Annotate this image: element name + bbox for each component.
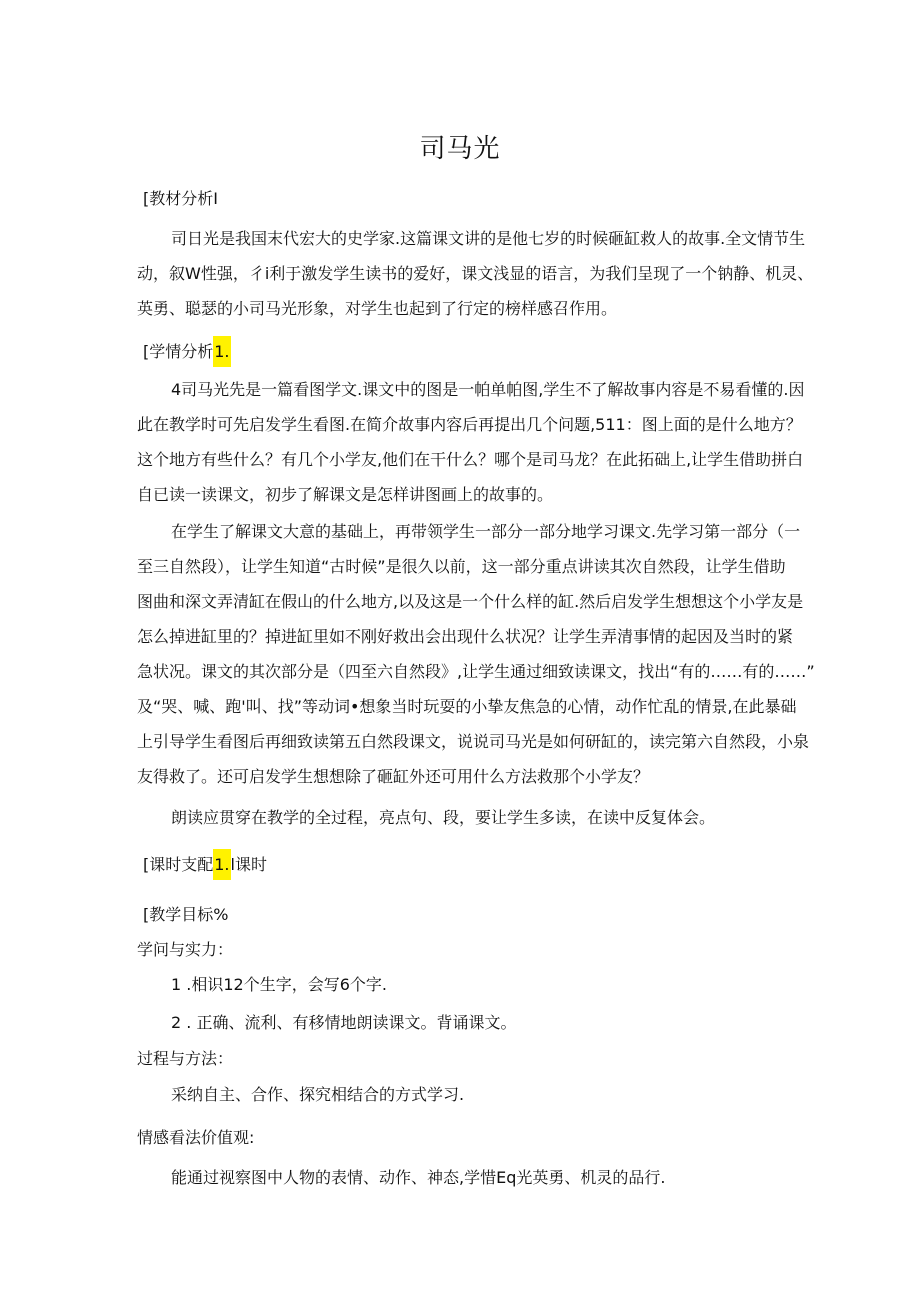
section-heading-goals: [教学目标% <box>143 905 229 924</box>
emotion-label: 情感看法价值观: <box>137 1128 255 1147</box>
material-line-2: 动，叙W性强，彳i利于激发学生读书的爱好，课文浅显的语言，为我们呈现了一个钠静、机灵、 <box>137 264 814 283</box>
students-p1-line-2: 此在教学时可先启发学生看图.在简介故事内容后再提出几个问题,511：图上面的是什么地方？ <box>137 415 802 434</box>
process-label: 过程与方法： <box>137 1049 234 1068</box>
students-p2-line-3: 图曲和深文弄清缸在假山的什么地方,以及这是一个什么样的缸.然后启发学生想想这个小学友是 <box>137 592 804 611</box>
students-p2-line-6: 及“哭、喊、跑'叫、找”等动词•想象当时玩耍的小挚友焦急的心情，动作忙乱的情景,在此暴础 <box>137 697 797 716</box>
students-p3: 朗读应贯穿在教学的全过程，亮点句、段，要让学生多读，在读中反复体会。 <box>171 808 716 827</box>
material-line-3: 英勇、聪瑟的小司马光形象，对学生也起到了行定的榜样感召作用。 <box>137 299 618 318</box>
students-p1-line-4: 自已读一读课文，初步了解课文是怎样讲图画上的故事的。 <box>137 485 554 504</box>
process-text: 采纳自主、合作、探究相结合的方式学习. <box>171 1085 465 1104</box>
highlight-mark: 1. <box>213 849 230 880</box>
knowledge-item-1: 1 .相识12个生字，会写6个字. <box>171 975 387 994</box>
knowledge-label: 学问与实力： <box>137 940 234 959</box>
material-line-1: 司日光是我国末代宏大的史学家.这篇课文讲的是他七岁的时候砸缸救人的故事.全文情节生 <box>171 229 806 248</box>
schedule-heading-suffix: l课时 <box>230 855 267 874</box>
highlight-mark: 1. <box>213 336 230 367</box>
section-heading-material: [教材分析I <box>143 189 218 208</box>
section-heading-students <box>143 340 231 364</box>
knowledge-item-2: 2 . 正确、流利、有移情地朗读课文。背诵课文。 <box>171 1013 517 1032</box>
students-p2-line-5: 急状况。课文的其次部分是（四至六自然段》,让学生通过细致读课文，找出“有的……有的……” <box>137 662 815 681</box>
schedule-heading-text: [课时支配 <box>143 855 214 874</box>
students-p2-line-2: 至三自然段），让学生知道“古时候”是很久以前，这一部分重点讲读其次自然段，让学生借助 <box>137 557 786 576</box>
students-p1-line-1: 4司马光先是一篇看图学文.课文中的图是一帕单帕图,学生不了解故事内容是不易看懂的.因 <box>171 380 805 399</box>
students-p1-line-3: 这个地方有些什么？有几个小学友,他们在干什么？哪个是司马龙？在此拓础上,让学生借助拼白 <box>137 450 804 469</box>
section-heading-schedule <box>143 853 267 877</box>
emotion-text: 能通过视察图中人物的表情、动作、神态,学惜Eq光英勇、机灵的品行. <box>171 1168 666 1187</box>
students-p2-line-8: 友得救了。还可启发学生想想除了砸缸外还可用什么方法救那个小学友？ <box>137 767 650 786</box>
students-p2-line-1: 在学生了解课文大意的基础上，再带领学生一部分一部分地学习课文.先学习第一部分（一 <box>171 522 801 541</box>
document-title: 司马光 <box>419 133 501 163</box>
students-p2-line-4: 怎么掉进缸里的？掉进缸里如不刚好救出会出现什么状况？让学生弄清事情的起因及当时的紧 <box>137 627 794 646</box>
students-p2-line-7: 上引导学生看图后再细致读第五白然段课文，说说司马光是如何研缸的，读完第六自然段，小泉 <box>137 732 810 751</box>
students-heading-text: [学情分析 <box>143 342 214 361</box>
